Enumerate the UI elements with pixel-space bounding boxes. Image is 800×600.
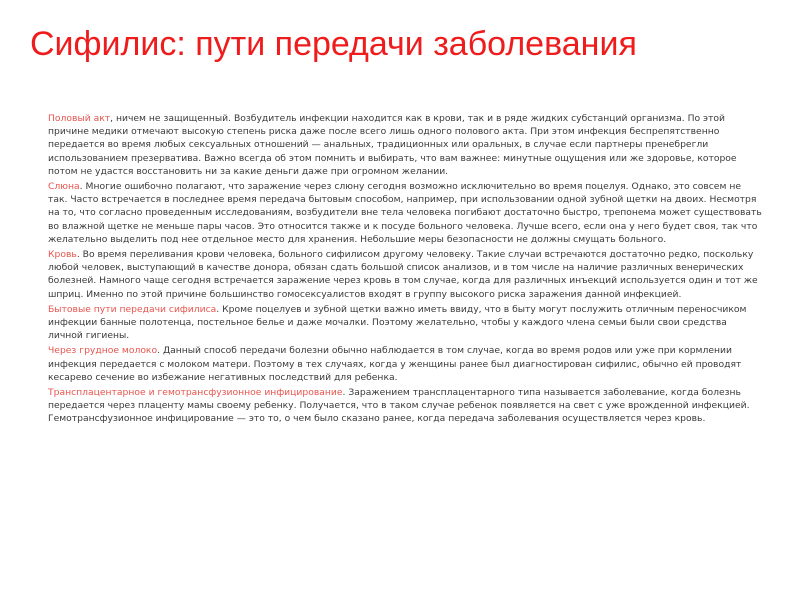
paragraph-lead: Трансплацентарное и гемотрансфузионное инфицирование xyxy=(48,387,343,399)
paragraph-blood xyxy=(48,248,763,301)
slide-title: Сифилис: пути передачи заболевания xyxy=(30,25,637,63)
paragraph-breast-milk xyxy=(48,344,763,384)
paragraph-household xyxy=(48,303,763,343)
paragraph-transplacental xyxy=(48,386,763,426)
paragraph-text: , ничем не защищенный. Возбудитель инфекции находится как в крови, так и в ряде жидких субстанций организма. По этой причине медики отмечают высокую степень риска даже после всего лишь одного полового акта. При этом инфекция беспрепятственно передается во время любых сексуальных отношений — анальных, традиционных или оральных, в случае если партнеры пренебрегли использованием презерватива. Важно всегда об этом помнить и выбирать, что вам важнее: минутные ощущения или же здоровье, которое потом не удастся восстановить ни за какие деньги даже при огромном желании. xyxy=(48,113,737,177)
paragraph-lead: Кровь xyxy=(48,249,77,261)
paragraph-lead: Бытовые пути передачи сифилиса xyxy=(48,303,217,315)
paragraph-sexual-contact xyxy=(48,112,763,178)
paragraph-lead: Через грудное молоко xyxy=(48,345,158,357)
paragraph-text: . Кроме поцелуев и зубной щетки важно иметь ввиду, что в быту могут послужить отличным переносчиком инфекции банные полотенца, постельное белье и даже мочалки. Поэтому желательно, чтобы у каждого члена семьи были свои средства личной гигиены. xyxy=(48,303,747,342)
paragraph-lead: Слюна xyxy=(48,181,80,193)
paragraph-text: . Заражением трансплацентарного типа называется заболевание, когда болезнь передается через плаценту мамы своему ребенку. Получается, что в таком случае ребенок появляется на свет с уже врожденной инфекцией. Гемотрансфузионное инфицирование — это то, о чем было сказано ранее, когда передача заболевания осуществляется через кровь. xyxy=(48,387,750,425)
slide-body xyxy=(48,112,763,428)
paragraph-saliva xyxy=(48,180,763,246)
paragraph-text: . Во время переливания крови человека, больного сифилисом другому человеку. Такие случаи встречаются достаточно редко, поскольку любой человек, выступающий в качестве донора, обязан сдать большой список анализов, и в том числе на наличие различных венерических болезней. Намного чаще сегодня встречается заражение через кровь в том случае, когда для различных инъекций используется один и тот же шприц. Именно по этой причине большинство гомосексуалистов входят в группу высокого риска заражения данной инфекцией. xyxy=(48,249,758,300)
paragraph-text: . Данный способ передачи болезни обычно наблюдается в том случае, когда во время родов или уже при кормлении инфекция передается с молоком матери. Поэтому в тех случаях, когда у женщины ранее был диагностирован сифилис, обычно ей проводят кесарево сечение во избежание негативных последствий для ребенка. xyxy=(48,345,742,383)
paragraph-text: . Многие ошибочно полагают, что заражение через слюну сегодня возможно исключительно во время поцелуя. Однако, это совсем не так. Часто встречается в последнее время передача бытовым способом, например, при использовании одной зубной щетки на двоих. Несмотря на то, что согласно проведенным исследованиям, возбудители вне тела человека погибают достаточно быстро, трепонема может существовать во влажной щетке не меньше пары часов. Это относится также и к посуде больного человека. Лучше всего, если она у него будет своя, так что желательно выделить под нее отдельное место для хранения. Небольшие меры безопасности не должны смущать больного. xyxy=(48,181,762,245)
paragraph-lead: Половый акт xyxy=(48,113,111,124)
